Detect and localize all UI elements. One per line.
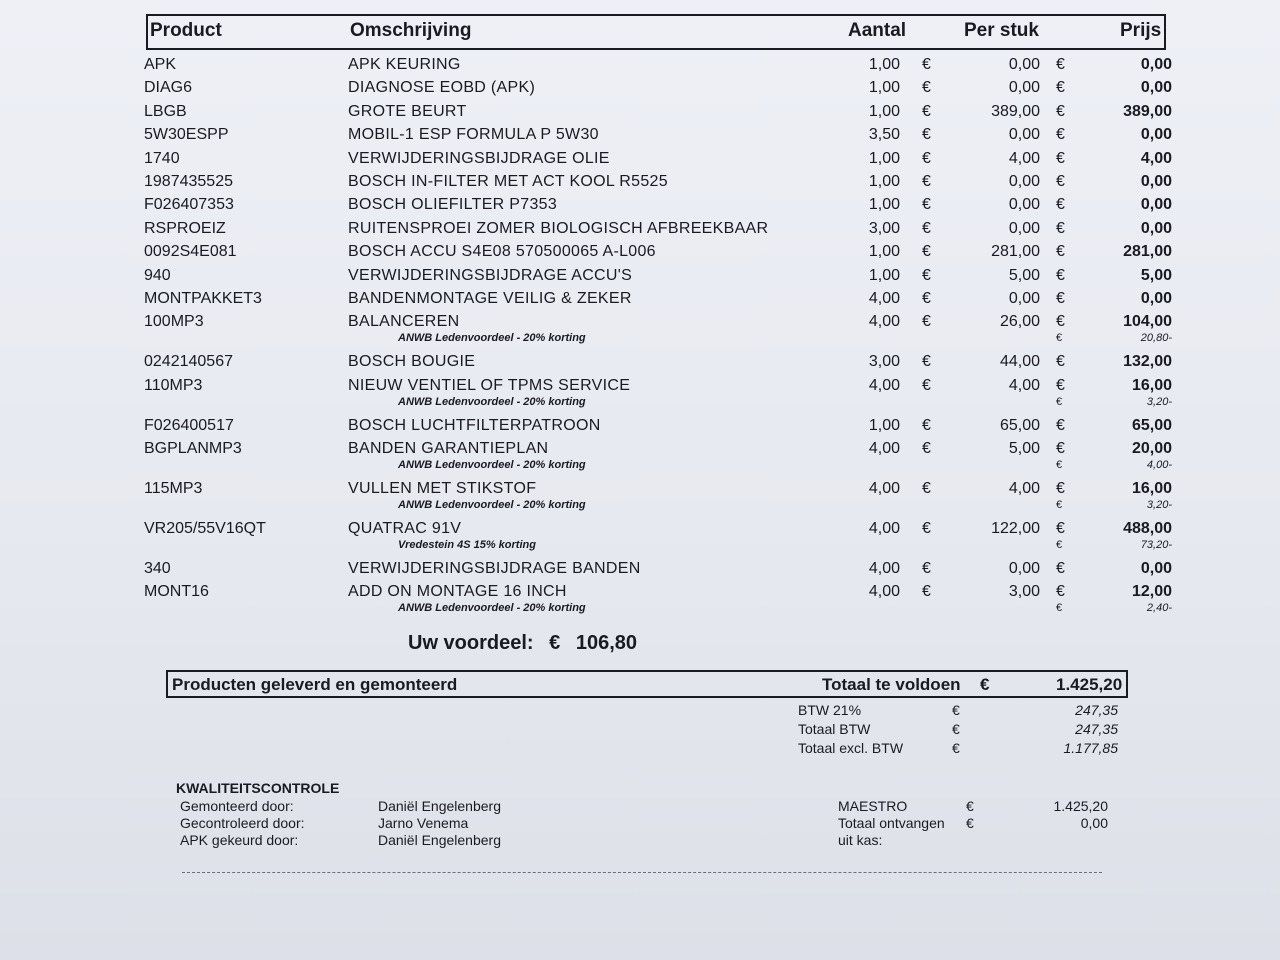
currency-symbol: €	[922, 560, 931, 578]
line-price: 0,00	[1140, 289, 1172, 307]
product-code: VR205/55V16QT	[144, 520, 266, 538]
vat-value: 1.177,85	[1063, 740, 1118, 756]
table-row	[118, 351, 1198, 374]
unit-price: 26,00	[999, 313, 1040, 331]
currency-symbol: €	[922, 313, 931, 331]
currency-symbol: €	[1056, 79, 1065, 97]
unit-price: 0,00	[1008, 560, 1040, 578]
table-row	[118, 218, 1198, 241]
currency-symbol: €	[1056, 289, 1065, 307]
unit-price: 5,00	[1008, 440, 1040, 458]
product-code: F026400517	[144, 416, 234, 434]
product-code: BGPLANMP3	[144, 440, 242, 458]
quantity: 1,00	[868, 56, 900, 73]
vat-label: Totaal BTW	[798, 721, 871, 737]
product-code: 0092S4E081	[144, 243, 237, 261]
currency-symbol: €	[952, 740, 960, 756]
product-description: VERWIJDERINGSBIJDRAGE BANDEN	[348, 560, 641, 578]
header-product: Product	[150, 20, 222, 41]
product-description: QUATRAC 91V	[348, 520, 462, 538]
invoice-sheet	[118, 10, 1198, 950]
unit-price: 0,00	[1008, 172, 1040, 190]
savings-line	[408, 632, 637, 655]
product-description: GROTE BEURT	[348, 102, 467, 120]
vat-row	[118, 740, 1198, 759]
quantity: 3,00	[868, 219, 900, 237]
vat-value: 247,35	[1075, 702, 1118, 718]
discount-amount: 73,20-	[1140, 539, 1172, 552]
table-row	[118, 77, 1198, 100]
discount-amount: 3,20-	[1146, 395, 1172, 408]
currency-symbol: €	[922, 219, 931, 237]
payment-label: MAESTRO	[838, 798, 908, 814]
line-price: 16,00	[1131, 376, 1172, 394]
line-price: 0,00	[1140, 126, 1172, 144]
line-price: 281,00	[1123, 243, 1172, 261]
product-code: 5W30ESPP	[144, 126, 229, 144]
quantity: 1,00	[868, 172, 900, 190]
currency-symbol: €	[922, 196, 931, 214]
product-description: BALANCEREN	[348, 313, 460, 331]
line-price: 0,00	[1140, 79, 1172, 97]
unit-price: 0,00	[1008, 126, 1040, 144]
savings-label: Uw voordeel:	[408, 632, 534, 654]
table-row	[118, 438, 1198, 478]
unit-price: 122,00	[991, 520, 1040, 538]
quantity: 1,00	[868, 416, 900, 434]
product-code: RSPROEIZ	[144, 219, 226, 237]
unit-price: 281,00	[991, 243, 1040, 261]
currency-symbol: €	[922, 480, 931, 498]
quality-row	[118, 832, 1198, 849]
currency-symbol: €	[922, 243, 931, 261]
currency-symbol: €	[922, 289, 931, 307]
product-description: NIEUW VENTIEL OF TPMS SERVICE	[348, 376, 631, 394]
quality-label: Gecontroleerd door:	[180, 815, 305, 831]
currency-symbol: €	[952, 721, 960, 737]
product-description: BOSCH OLIEFILTER P7353	[348, 196, 558, 214]
line-price: 132,00	[1123, 353, 1172, 371]
unit-price: 4,00	[1008, 149, 1040, 167]
header-quantity: Aantal	[848, 20, 907, 41]
discount-note: ANWB Ledenvoordeel - 20% korting	[398, 602, 586, 615]
product-description: ADD ON MONTAGE 16 INCH	[348, 583, 567, 601]
currency-symbol: €	[1056, 353, 1065, 371]
currency-symbol: €	[1056, 196, 1065, 214]
currency-symbol: €	[1056, 126, 1065, 144]
product-code: 1987435525	[144, 172, 233, 190]
quantity: 1,00	[868, 243, 900, 261]
currency-symbol: €	[922, 376, 931, 394]
quality-row	[118, 815, 1198, 832]
payment-value: 0,00	[1080, 815, 1108, 831]
payment-value: 1.425,20	[1053, 798, 1108, 814]
product-description: BOSCH BOUGIE	[348, 353, 476, 371]
unit-price: 0,00	[1008, 56, 1040, 73]
currency-symbol: €	[1056, 560, 1065, 578]
table-row	[118, 558, 1198, 581]
currency-symbol: €	[1056, 395, 1063, 408]
discount-amount: 2,40-	[1146, 602, 1172, 615]
discount-note: ANWB Ledenvoordeel - 20% korting	[398, 332, 586, 345]
currency-symbol: €	[922, 266, 931, 284]
payment-label: uit kas:	[838, 832, 883, 848]
inspector-name: Jarno Venema	[378, 815, 469, 831]
table-row	[118, 241, 1198, 264]
product-code: 0242140567	[144, 353, 233, 371]
quantity: 4,00	[868, 480, 900, 498]
payment-label: Totaal ontvangen	[838, 815, 945, 831]
currency-symbol: €	[1056, 376, 1065, 394]
inspector-name: Daniël Engelenberg	[378, 832, 501, 848]
quantity: 4,00	[868, 560, 900, 578]
currency-symbol: €	[922, 79, 931, 97]
line-price: 104,00	[1123, 313, 1172, 331]
product-description: RUITENSPROEI ZOMER BIOLOGISCH AFBREEKBAAR	[348, 219, 769, 237]
currency-symbol: €	[1056, 440, 1065, 458]
currency-symbol: €	[952, 702, 960, 718]
table-row	[118, 288, 1198, 311]
product-description: BOSCH IN-FILTER MET ACT KOOL R5525	[348, 172, 668, 190]
vat-value: 247,35	[1075, 721, 1118, 737]
delivered-label: Producten geleverd en gemonteerd	[172, 675, 458, 694]
product-code: 340	[144, 560, 171, 578]
product-description: BOSCH LUCHTFILTERPATROON	[348, 416, 601, 434]
unit-price: 0,00	[1008, 79, 1040, 97]
currency-symbol: €	[922, 416, 931, 434]
discount-amount: 20,80-	[1140, 332, 1172, 345]
header-description: Omschrijving	[350, 20, 472, 41]
unit-price: 0,00	[1008, 219, 1040, 237]
table-row	[118, 478, 1198, 518]
unit-price: 0,00	[1008, 196, 1040, 214]
total-box	[166, 670, 1128, 698]
line-price: 65,00	[1131, 416, 1172, 434]
discount-note: Vredestein 4S 15% korting	[398, 539, 536, 552]
discount-amount: 4,00-	[1146, 459, 1172, 472]
table-row	[118, 54, 1198, 77]
quality-rows	[118, 798, 1198, 849]
currency-symbol: €	[922, 126, 931, 144]
quantity: 4,00	[868, 520, 900, 538]
unit-price: 0,00	[1008, 289, 1040, 307]
table-row	[118, 518, 1198, 558]
savings-amount: 106,80	[575, 632, 637, 654]
currency-symbol: €	[1056, 219, 1065, 237]
product-description: APK KEURING	[348, 56, 461, 73]
product-code: 110MP3	[144, 376, 203, 394]
total-currency: €	[980, 675, 990, 694]
product-code: 1740	[144, 149, 180, 167]
total-amount: 1.425,20	[1056, 675, 1123, 694]
quantity: 1,00	[868, 266, 900, 284]
quality-label: APK gekeurd door:	[180, 832, 299, 848]
table-row	[118, 265, 1198, 288]
product-code: 115MP3	[144, 480, 203, 498]
vat-label: Totaal excl. BTW	[798, 740, 904, 756]
currency-symbol: €	[966, 815, 974, 831]
currency-symbol: €	[966, 798, 974, 814]
currency-symbol: €	[1056, 56, 1065, 73]
discount-note: ANWB Ledenvoordeel - 20% korting	[398, 395, 586, 408]
currency-symbol: €	[1056, 266, 1065, 284]
product-code: MONTPAKKET3	[144, 289, 262, 307]
product-code: DIAG6	[144, 79, 193, 97]
line-price: 12,00	[1131, 583, 1172, 601]
currency-symbol: €	[1056, 539, 1063, 552]
vat-summary	[118, 702, 1198, 759]
quantity: 1,00	[868, 102, 900, 120]
line-price: 0,00	[1140, 172, 1172, 190]
total-label: Totaal te voldoen	[822, 675, 961, 694]
currency-symbol: €	[1056, 602, 1063, 615]
unit-price: 4,00	[1008, 480, 1040, 498]
product-description: VERWIJDERINGSBIJDRAGE ACCU'S	[348, 266, 633, 284]
currency-symbol: €	[922, 520, 931, 538]
currency-symbol: €	[922, 172, 931, 190]
line-price: 20,00	[1131, 440, 1172, 458]
product-description: MOBIL-1 ESP FORMULA P 5W30	[348, 126, 599, 144]
quality-row	[118, 798, 1198, 815]
currency-symbol: €	[1056, 313, 1065, 331]
discount-note: ANWB Ledenvoordeel - 20% korting	[398, 459, 586, 472]
currency-symbol: €	[922, 440, 931, 458]
product-code: F026407353	[144, 196, 234, 214]
table-row	[118, 311, 1198, 351]
line-price: 0,00	[1140, 56, 1172, 73]
vat-row	[118, 702, 1198, 721]
unit-price: 3,00	[1008, 583, 1040, 601]
table-row	[118, 171, 1198, 194]
vat-row	[118, 721, 1198, 740]
product-description: BANDENMONTAGE VEILIG & ZEKER	[348, 289, 632, 307]
unit-price: 65,00	[999, 416, 1040, 434]
product-code: LBGB	[144, 102, 187, 120]
product-code: MONT16	[144, 583, 209, 601]
product-description: BANDEN GARANTIEPLAN	[348, 440, 549, 458]
discount-note: ANWB Ledenvoordeel - 20% korting	[398, 499, 586, 512]
signature-line	[182, 872, 1102, 873]
line-price: 0,00	[1140, 196, 1172, 214]
currency-symbol: €	[1056, 332, 1063, 345]
currency-symbol: €	[922, 149, 931, 167]
quantity: 4,00	[868, 313, 900, 331]
unit-price: 44,00	[999, 353, 1040, 371]
quantity: 4,00	[868, 440, 900, 458]
quantity: 1,00	[868, 196, 900, 214]
currency-symbol: €	[1056, 520, 1065, 538]
table-header	[146, 14, 1166, 50]
unit-price: 389,00	[991, 102, 1040, 120]
line-price: 488,00	[1123, 520, 1172, 538]
quantity: 4,00	[868, 583, 900, 601]
table-row	[118, 148, 1198, 171]
product-description: DIAGNOSE EOBD (APK)	[348, 79, 536, 97]
currency-symbol: €	[1056, 416, 1065, 434]
currency-symbol: €	[1056, 172, 1065, 190]
table-row	[118, 101, 1198, 124]
currency-symbol: €	[922, 583, 931, 601]
unit-price: 5,00	[1008, 266, 1040, 284]
quality-title: KWALITEITSCONTROLE	[176, 780, 340, 796]
header-unit-price: Per stuk	[964, 20, 1039, 41]
product-description: VERWIJDERINGSBIJDRAGE OLIE	[348, 149, 610, 167]
discount-amount: 3,20-	[1146, 499, 1172, 512]
line-price: 0,00	[1140, 560, 1172, 578]
line-items	[118, 54, 1198, 621]
quantity: 3,50	[868, 126, 900, 144]
table-row	[118, 375, 1198, 415]
product-description: BOSCH ACCU S4E08 570500065 A-L006	[348, 243, 656, 261]
product-code: 940	[144, 266, 171, 284]
currency-symbol: €	[1056, 243, 1065, 261]
header-price: Prijs	[1120, 20, 1162, 41]
savings-currency: €	[549, 632, 561, 654]
currency-symbol: €	[1056, 480, 1065, 498]
table-row	[118, 581, 1198, 621]
currency-symbol: €	[1056, 459, 1063, 472]
currency-symbol: €	[1056, 499, 1063, 512]
vat-label: BTW 21%	[798, 702, 862, 718]
product-code: 100MP3	[144, 313, 204, 331]
table-row	[118, 124, 1198, 147]
currency-symbol: €	[922, 102, 931, 120]
line-price: 16,00	[1131, 480, 1172, 498]
currency-symbol: €	[1056, 583, 1065, 601]
quantity: 4,00	[868, 289, 900, 307]
currency-symbol: €	[1056, 149, 1065, 167]
quantity: 1,00	[868, 149, 900, 167]
table-row	[118, 194, 1198, 217]
quality-label: Gemonteerd door:	[180, 798, 294, 814]
table-row	[118, 415, 1198, 438]
line-price: 4,00	[1140, 149, 1172, 167]
line-price: 5,00	[1140, 266, 1172, 284]
currency-symbol: €	[922, 56, 931, 73]
currency-symbol: €	[1056, 102, 1065, 120]
currency-symbol: €	[922, 353, 931, 371]
quantity: 4,00	[868, 376, 900, 394]
quantity: 1,00	[868, 79, 900, 97]
product-code: APK	[144, 56, 177, 73]
line-price: 389,00	[1123, 102, 1172, 120]
inspector-name: Daniël Engelenberg	[378, 798, 501, 814]
quantity: 3,00	[868, 353, 900, 371]
line-price: 0,00	[1140, 219, 1172, 237]
unit-price: 4,00	[1008, 376, 1040, 394]
product-description: VULLEN MET STIKSTOF	[348, 480, 537, 498]
